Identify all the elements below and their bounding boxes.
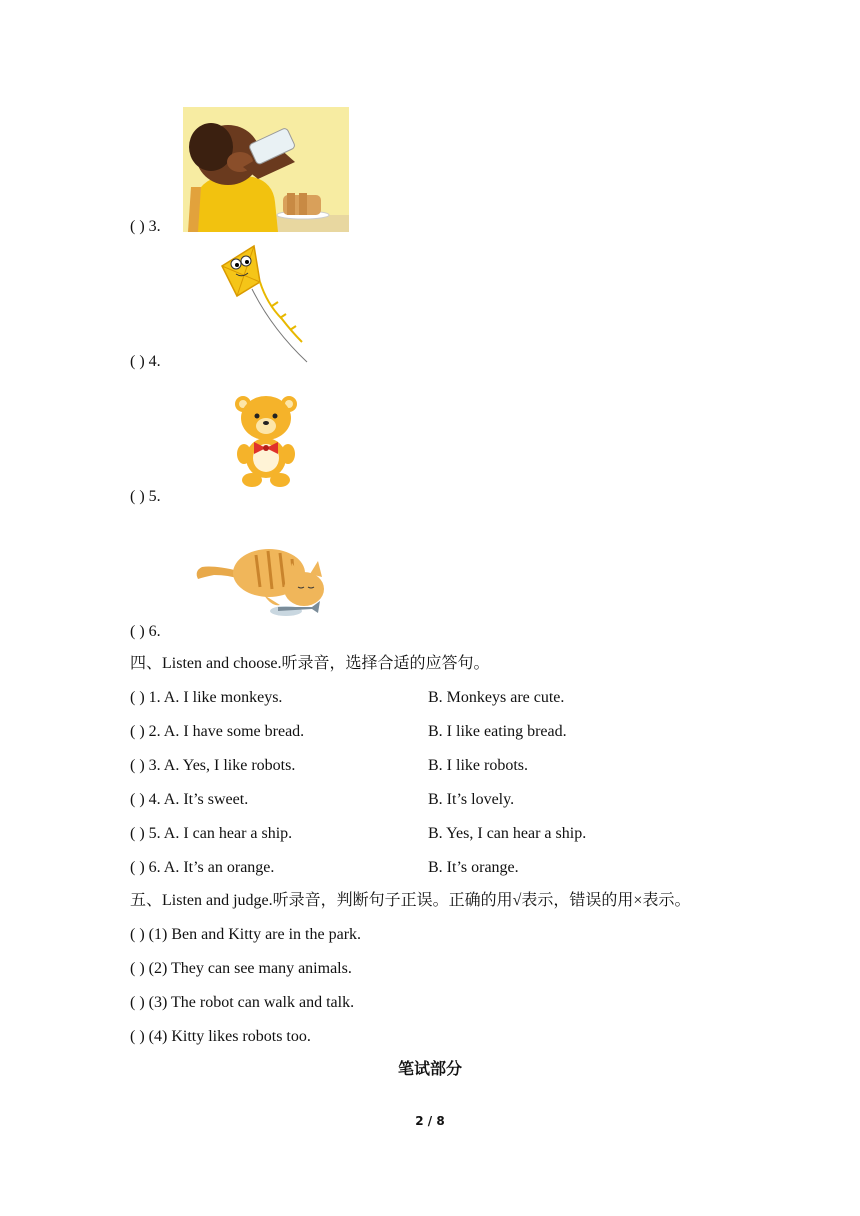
choose-item-1-b: B. Monkeys are cute.: [428, 689, 565, 706]
choose-item-6-b: B. It’s orange.: [428, 859, 519, 876]
judge-item-2: ( ) (2) They can see many animals.: [130, 960, 352, 977]
section-5-heading: 五、Listen and judge.听录音，判断句子正误。正确的用√表示，错误的用×表示。: [130, 892, 691, 909]
choose-item-3-b: B. I like robots.: [428, 757, 528, 774]
choose-item-5-b: B. Yes, I can hear a ship.: [428, 825, 587, 842]
cat-eating-fish-image: [194, 537, 340, 621]
choose-item-1-a: ( ) 1. A. I like monkeys.: [130, 689, 283, 706]
picture-item-4: ( ) 4.: [130, 353, 161, 370]
picture-item-3: ( ) 3.: [130, 218, 161, 235]
choose-item-5-a: ( ) 5. A. I can hear a ship.: [130, 825, 293, 842]
choose-item-2-b: B. I like eating bread.: [428, 723, 567, 740]
choose-item-3-a: ( ) 3. A. Yes, I like robots.: [130, 757, 296, 774]
teddy-bear-image: [234, 390, 298, 488]
kite-image: [212, 244, 312, 364]
judge-item-3: ( ) (3) The robot can walk and talk.: [130, 994, 355, 1011]
section-4-heading: 四、Listen and choose.听录音，选择合适的应答句。: [130, 655, 490, 672]
boy-drinking-milk-image: [183, 107, 349, 232]
choose-item-4-b: B. It’s lovely.: [428, 791, 515, 808]
judge-item-1: ( ) (1) Ben and Kitty are in the park.: [130, 926, 362, 943]
written-part-title: 笔试部分: [397, 1059, 462, 1078]
choose-item-2-a: ( ) 2. A. I have some bread.: [130, 723, 305, 740]
choose-item-4-a: ( ) 4. A. It’s sweet.: [130, 791, 249, 808]
choose-item-6-a: ( ) 6. A. It’s an orange.: [130, 859, 275, 876]
picture-item-5: ( ) 5.: [130, 488, 161, 505]
judge-item-4: ( ) (4) Kitty likes robots too.: [130, 1028, 311, 1045]
page-number: 2 / 8: [415, 1114, 445, 1128]
picture-item-6: ( ) 6.: [130, 623, 161, 640]
